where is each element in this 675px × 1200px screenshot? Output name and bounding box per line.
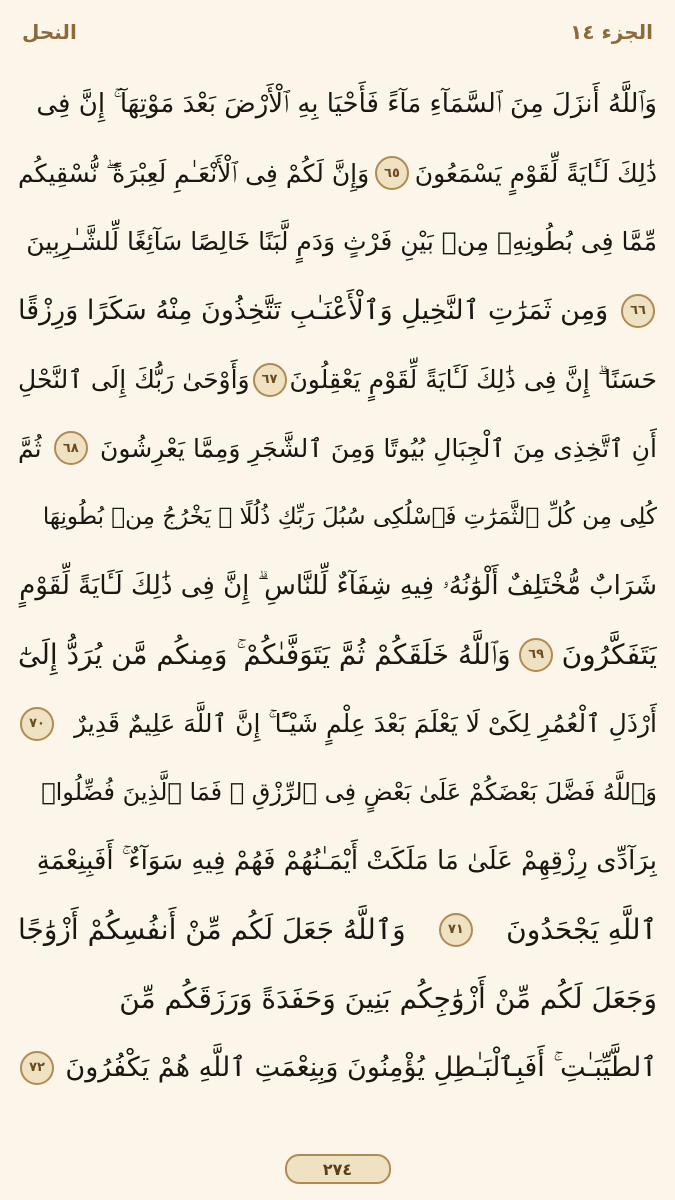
verse-text: يَتَفَكَّرُونَ bbox=[561, 637, 657, 671]
verse-text: بِرَآدِّى رِزْقِهِمْ عَلَىٰ مَا مَلَكَتْ أَيْمَـٰنُهُمْ فَهُمْ فِيهِ سَوَآءٌ ۚ أَفَبِنِعْمَةِ bbox=[36, 846, 657, 877]
verse-text: ثُمَّ bbox=[18, 433, 42, 463]
text-line bbox=[18, 827, 657, 896]
text-line bbox=[18, 414, 657, 483]
verse-text: وَإِنَّ لَكُمْ فِى ٱلْأَنْعَـٰمِ لَعِبْرَةً ۖ نُّسْقِيكُم bbox=[18, 158, 370, 188]
verse-text: حَسَنًا ۗ إِنَّ فِى ذَٰلِكَ لَـَٔايَةً لِّقَوْمٍ يَعْقِلُونَ bbox=[289, 365, 657, 395]
verse-text: كُلِى مِن كُلِّ ٱلثَّمَرَٰتِ فَٱسْلُكِى سُبُلَ رَبِّكِ ذُلُلًا ۚ يَخْرُجُ مِنۢ بُطُونِهَا bbox=[42, 503, 657, 530]
text-line bbox=[18, 552, 657, 621]
page-number: ٢٧٤ bbox=[285, 1154, 391, 1184]
quran-text bbox=[18, 70, 657, 1102]
page-footer bbox=[0, 1154, 675, 1184]
text-line bbox=[18, 276, 657, 345]
ayah-number-marker: ٦٥ bbox=[375, 156, 409, 190]
verse-text: وَٱللَّهُ فَضَّلَ بَعْضَكُمْ عَلَىٰ بَعْضٍ فِى ٱلرِّزْقِ ۚ فَمَا ٱلَّذِينَ فُضِّلُوا۟ bbox=[41, 778, 657, 807]
text-line bbox=[18, 345, 657, 414]
surah-name: النحل bbox=[22, 20, 77, 44]
ayah-number-marker: ٦٦ bbox=[621, 294, 655, 328]
verse-text: ٱللَّهِ يَجْحَدُونَ bbox=[506, 912, 657, 946]
verse-text: ٱلطَّيِّبَـٰتِ ۚ أَفَبِٱلْبَـٰطِلِ يُؤْمِنُونَ وَبِنِعْمَتِ ٱللَّهِ هُمْ يَكْفُرُونَ bbox=[65, 1052, 657, 1084]
juz-label: الجزء ١٤ bbox=[570, 20, 653, 44]
ayah-number-marker: ٦٧ bbox=[253, 363, 287, 397]
verse-text: وَٱللَّهُ خَلَقَكُمْ ثُمَّ يَتَوَفَّىٰكُمْ ۚ وَمِنكُم مَّن يُرَدُّ إِلَىٰٓ bbox=[18, 637, 511, 671]
verse-text: ذَٰلِكَ لَـَٔايَةً لِّقَوْمٍ يَسْمَعُونَ bbox=[414, 158, 657, 188]
ayah-number-marker: ٦٨ bbox=[54, 431, 88, 465]
text-line bbox=[18, 896, 657, 965]
text-line bbox=[18, 208, 657, 277]
text-line bbox=[18, 964, 657, 1033]
text-line bbox=[18, 620, 657, 689]
verse-text: وَٱللَّهُ أَنزَلَ مِنَ ٱلسَّمَآءِ مَآءً فَأَحْيَا بِهِ ٱلْأَرْضَ بَعْدَ مَوْتِهَآ ۚ إِنَّ فِى bbox=[36, 89, 657, 120]
text-line bbox=[18, 1033, 657, 1102]
verse-text: أَرْذَلِ ٱلْعُمُرِ لِكَىْ لَا يَعْلَمَ بَعْدَ عِلْمٍ شَيْـًٔا ۚ إِنَّ ٱللَّهَ عَلِيمٌ قَدِيرٌ bbox=[74, 709, 657, 739]
ayah-number-marker: ٧٢ bbox=[20, 1051, 54, 1085]
verse-text: شَرَابٌ مُّخْتَلِفٌ أَلْوَٰنُهُۥ فِيهِ شِفَآءٌ لِّلنَّاسِ ۗ إِنَّ فِى ذَٰلِكَ لَـَٔايَةً لِّقَوْمٍ bbox=[19, 570, 657, 601]
verse-text: مِّمَّا فِى بُطُونِهِۦ مِنۢ بَيْنِ فَرْثٍ وَدَمٍ لَّبَنًا خَالِصًا سَآئِغًا لِّلشَّـٰرِبِينَ bbox=[26, 227, 657, 257]
verse-text: وَٱللَّهُ جَعَلَ لَكُم مِّنْ أَنفُسِكُمْ أَزْوَٰجًا bbox=[18, 912, 406, 946]
verse-text: وَأَوْحَىٰ رَبُّكَ إِلَى ٱلنَّحْلِ bbox=[18, 365, 250, 395]
ayah-number-marker: ٦٩ bbox=[519, 638, 553, 672]
ayah-number-marker: ٧٠ bbox=[20, 707, 54, 741]
text-line bbox=[18, 70, 657, 139]
text-line bbox=[18, 689, 657, 758]
ayah-number-marker: ٧١ bbox=[439, 913, 473, 947]
verse-text: أَنِ ٱتَّخِذِى مِنَ ٱلْجِبَالِ بُيُوتًا وَمِنَ ٱلشَّجَرِ وَمِمَّا يَعْرِشُونَ bbox=[99, 433, 657, 463]
verse-text: وَجَعَلَ لَكُم مِّنْ أَزْوَٰجِكُم بَنِينَ وَحَفَدَةً وَرَزَقَكُم مِّنَ bbox=[119, 981, 657, 1015]
page-header bbox=[22, 14, 653, 50]
text-line bbox=[18, 139, 657, 208]
text-line bbox=[18, 758, 657, 827]
text-line bbox=[18, 483, 657, 552]
verse-text: وَمِن ثَمَرَٰتِ ٱلنَّخِيلِ وَٱلْأَعْنَـٰبِ تَتَّخِذُونَ مِنْهُ سَكَرًا وَرِزْقًا bbox=[18, 295, 609, 327]
